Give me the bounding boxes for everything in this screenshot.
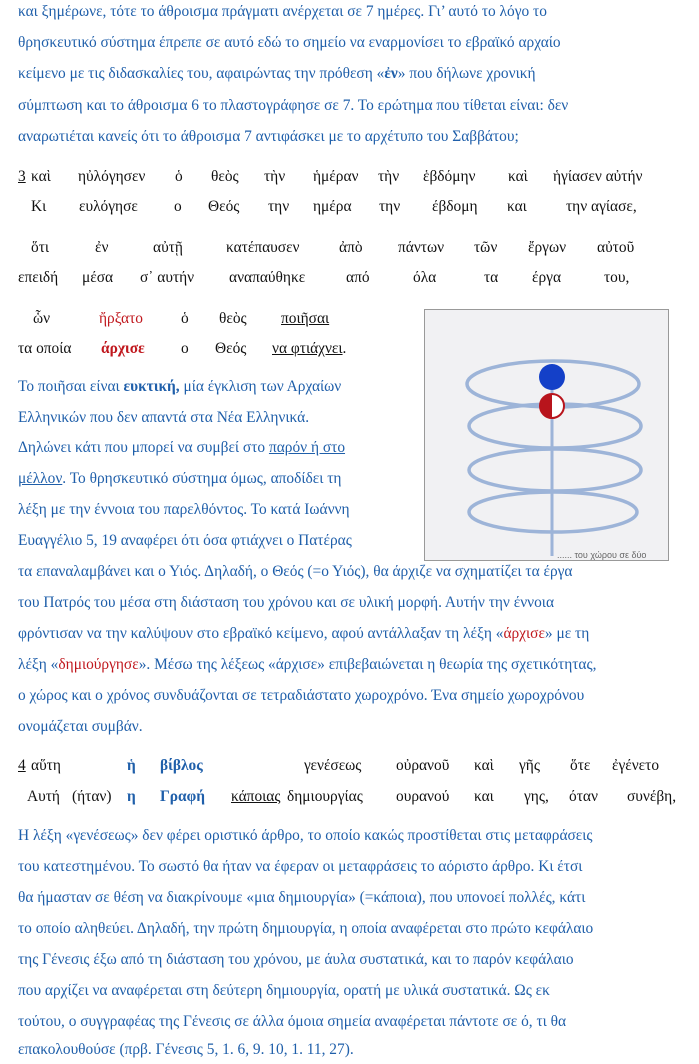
text-line <box>18 377 341 397</box>
greek-word: ὁ <box>181 310 189 327</box>
greek-word: αὐτοῦ <box>597 239 635 256</box>
verse-number: 4 <box>18 757 26 774</box>
greek-word: θεὸς <box>219 310 247 327</box>
text-line <box>18 624 589 644</box>
text-line: που αρχίζει να αναφέρεται στη δεύτερη δημιουργία, ορατή με υλικά συστατικά. Ως εκ <box>18 982 550 999</box>
modern-word-underlined: κάποιας <box>231 788 281 805</box>
text-line: και ξημέρωνε, τότε το άθροισμα πράγματι ανέρχεται σε 7 ημέρες. Γι’ αυτό το λόγο το <box>18 3 547 20</box>
modern-word: Θεός <box>208 198 240 215</box>
greek-word: γενέσεως <box>304 757 362 774</box>
greek-word: θεὸς <box>211 168 239 185</box>
modern-word: και <box>474 788 494 805</box>
greek-word-highlighted: ἡ <box>127 757 136 774</box>
emphasis: ευκτική, <box>123 378 180 395</box>
text-span: Δηλώνει κάτι που μπορεί να συμβεί στο <box>18 439 269 456</box>
modern-word: την αγίασε, <box>566 198 637 215</box>
greek-word: ἡμέραν <box>313 168 359 185</box>
modern-word: μέσα <box>82 269 114 286</box>
greek-word: ἀπὸ <box>339 239 363 256</box>
underlined-text: μέλλον <box>18 470 63 487</box>
text-span: » με τη <box>544 625 590 642</box>
greek-word: ὅτε <box>570 757 591 774</box>
modern-word: ημέρα <box>313 198 352 215</box>
text-line: του κατεστημένου. Το σωστό θα ήταν να έφεραν οι μεταφράσεις το αόριστο άρθρο. Κι έτσι <box>18 858 583 875</box>
text-line: ονομάζεται συμβάν. <box>18 718 143 735</box>
text-line: της Γένεσις έξω από τη διάσταση του χρόνου, με άυλα συστατικά, και το παρόν κεφάλαιο <box>18 951 574 968</box>
modern-word: όλα <box>413 269 437 286</box>
text-span: φρόντισαν να την καλύψουν στο εβραϊκό κείμενο, αφού αντάλλαξαν τη λέξη « <box>18 625 504 642</box>
modern-word: τα οποία <box>18 340 72 357</box>
modern-word: σ᾽ αυτήν <box>140 269 195 286</box>
text-span: Το ποιῆσαι είναι <box>18 378 124 395</box>
text-line: λέξη με την έννοια του παρελθόντος. Το κατά Ιωάννη <box>18 501 350 518</box>
greek-word: αὐτῇ <box>153 239 183 256</box>
text-line <box>18 655 596 675</box>
greek-word: καὶ <box>31 168 51 185</box>
modern-word: συνέβη, <box>627 788 677 805</box>
modern-word: Κι <box>31 198 47 215</box>
modern-word: γης, <box>524 788 549 805</box>
text-line: θρησκευτικό σύστημα έπρεπε σε αυτό εδώ το σημείο να εναρμονίσει το εβραϊκό αρχαίο <box>18 34 561 51</box>
text-span: λέξη « <box>18 656 59 673</box>
text-line: αναρωτιέται κανείς ότι το άθροισμα 7 αντιφάσκει με το αρχέτυπο του Σαββάτου; <box>18 128 519 145</box>
text-line <box>18 438 345 458</box>
modern-word: την <box>379 198 401 215</box>
modern-word: ευλόγησε <box>79 198 138 215</box>
modern-word: ο <box>181 340 189 357</box>
modern-word: έβδομη <box>432 198 478 215</box>
greek-word: καὶ <box>474 757 494 774</box>
modern-word-highlighted: Γραφή <box>160 788 205 805</box>
modern-word: δημιουργίας <box>287 788 363 805</box>
text-line: τα επαναλαμβάνει και ο Υιός. Δηλαδή, ο Θεός (=ο Υιός), θα άρχιζε να σχηματίζει τα έργα <box>18 563 573 580</box>
modern-word: Θεός <box>215 340 247 357</box>
greek-word: ηὐλόγησεν <box>78 168 146 185</box>
text-span: κείμενο με τις διδασκαλίες του, αφαιρώντας την πρόθεση « <box>18 65 385 82</box>
period: . <box>342 340 347 357</box>
highlighted-word: δημιούργησε <box>58 656 139 673</box>
modern-word: επειδή <box>18 269 59 286</box>
greek-word: ὅτι <box>31 239 50 256</box>
text-span: . Το θρησκευτικό σύστημα όμως, αποδίδει τη <box>62 470 342 487</box>
greek-word-highlighted: βίβλος <box>160 757 203 774</box>
modern-word: τα <box>484 269 499 286</box>
modern-word: έργα <box>532 269 562 286</box>
greek-word-underlined: ποιῆσαι <box>281 310 330 327</box>
modern-word: Αυτή <box>27 788 60 805</box>
greek-word: ἡγίασεν αὐτήν <box>553 168 643 185</box>
greek-word: τὴν <box>264 168 286 185</box>
greek-word: γῆς <box>519 757 540 774</box>
modern-word: όταν <box>569 788 598 805</box>
text-line: Η λέξη «γενέσεως» δεν φέρει οριστικό άρθρο, το οποίο κακώς προστίθεται στις μεταφράσεις <box>18 827 593 844</box>
greek-word: ἐν <box>95 239 109 256</box>
text-span: ». Μέσω της λέξεως «άρχισε» επιβεβαιώνεται η θεωρία της σχετικότητας, <box>138 656 597 673</box>
spiral-illustration <box>425 310 668 560</box>
text-line <box>18 469 341 489</box>
modern-word-highlighted: η <box>127 788 136 805</box>
greek-word: ὁ <box>175 168 183 185</box>
modern-word: ο <box>174 198 182 215</box>
modern-word: ουρανού <box>396 788 450 805</box>
text-line <box>18 64 536 84</box>
text-line: θα ήμασταν σε θέση να διακρίνουμε «μια δημιουργία» (=κάποια), που υπονοεί πολλές, κάτι <box>18 889 586 906</box>
text-line: Ευαγγέλιο 5, 19 αναφέρει ότι όσα φτιάχνει ο Πατέρας <box>18 532 352 549</box>
greek-word: ἑβδόμην <box>423 168 476 185</box>
text-line: επακολουθούσε (πρβ. Γένεσις 5, 1. 6, 9. 10, 1. 11, 27). <box>18 1041 354 1058</box>
greek-word: πάντων <box>398 239 445 256</box>
text-span: » που δήλωνε χρονική <box>397 65 536 82</box>
modern-word-highlighted: άρχισε <box>101 340 145 357</box>
greek-word-highlighted: ἤρξατο <box>99 310 143 327</box>
greek-word: κατέπαυσεν <box>226 239 300 256</box>
text-line: τούτου, ο συγγραφέας της Γένεσις σε άλλα όμοια σημεία αναφέρεται πάντοτε σε ό, τι θα <box>18 1013 567 1030</box>
spiral-figure <box>424 309 669 561</box>
modern-word: (ήταν) <box>72 788 112 805</box>
greek-preposition: ἐν <box>384 65 398 82</box>
modern-word-underlined-text: να φτιάχνει <box>272 340 343 357</box>
greek-word: αὕτη <box>31 757 61 774</box>
greek-word: ἔργων <box>528 239 567 256</box>
modern-word: του, <box>604 269 630 286</box>
text-line: σύμπτωση και το άθροισμα 6 το πλαστογράφησε σε 7. Το ερώτημα που τίθεται είναι: δεν <box>18 97 569 114</box>
greek-word: τὴν <box>378 168 400 185</box>
text-line: Ελληνικών που δεν απαντά στα Νέα Ελληνικά. <box>18 409 310 426</box>
figure-caption-fragment: ...... του χώρου σε δύο <box>557 550 647 560</box>
text-line: του Πατρός του μέσα στη διάσταση του χρόνου και σε υλική μορφή. Αυτήν την έννοια <box>18 594 555 611</box>
text-line: το οποίο αληθεύει. Δηλαδή, την πρώτη δημιουργία, η οποία αναφέρεται στο πρώτο κεφάλαιο <box>18 920 594 937</box>
text-line: ο χώρος και ο χρόνος συνδυάζονται σε τετραδιάστατο χωροχρόνο. Ένα σημείο χωροχρόνου <box>18 687 585 704</box>
verse-number: 3 <box>18 168 26 185</box>
greek-word: ἐγένετο <box>612 757 660 774</box>
highlighted-word: άρχισε <box>503 625 545 642</box>
greek-word: ὧν <box>33 310 51 327</box>
greek-word: καὶ <box>508 168 528 185</box>
text-span: μία έγκλιση των Αρχαίων <box>179 378 342 395</box>
greek-word: τῶν <box>474 239 498 256</box>
modern-word: αναπαύθηκε <box>229 269 306 286</box>
underlined-text: παρόν ή στο <box>268 439 346 456</box>
modern-word-underlined <box>272 339 346 359</box>
modern-word: και <box>507 198 527 215</box>
blue-dot <box>539 364 565 390</box>
modern-word: την <box>268 198 290 215</box>
greek-word: οὐρανοῦ <box>396 757 450 774</box>
modern-word: από <box>346 269 370 286</box>
